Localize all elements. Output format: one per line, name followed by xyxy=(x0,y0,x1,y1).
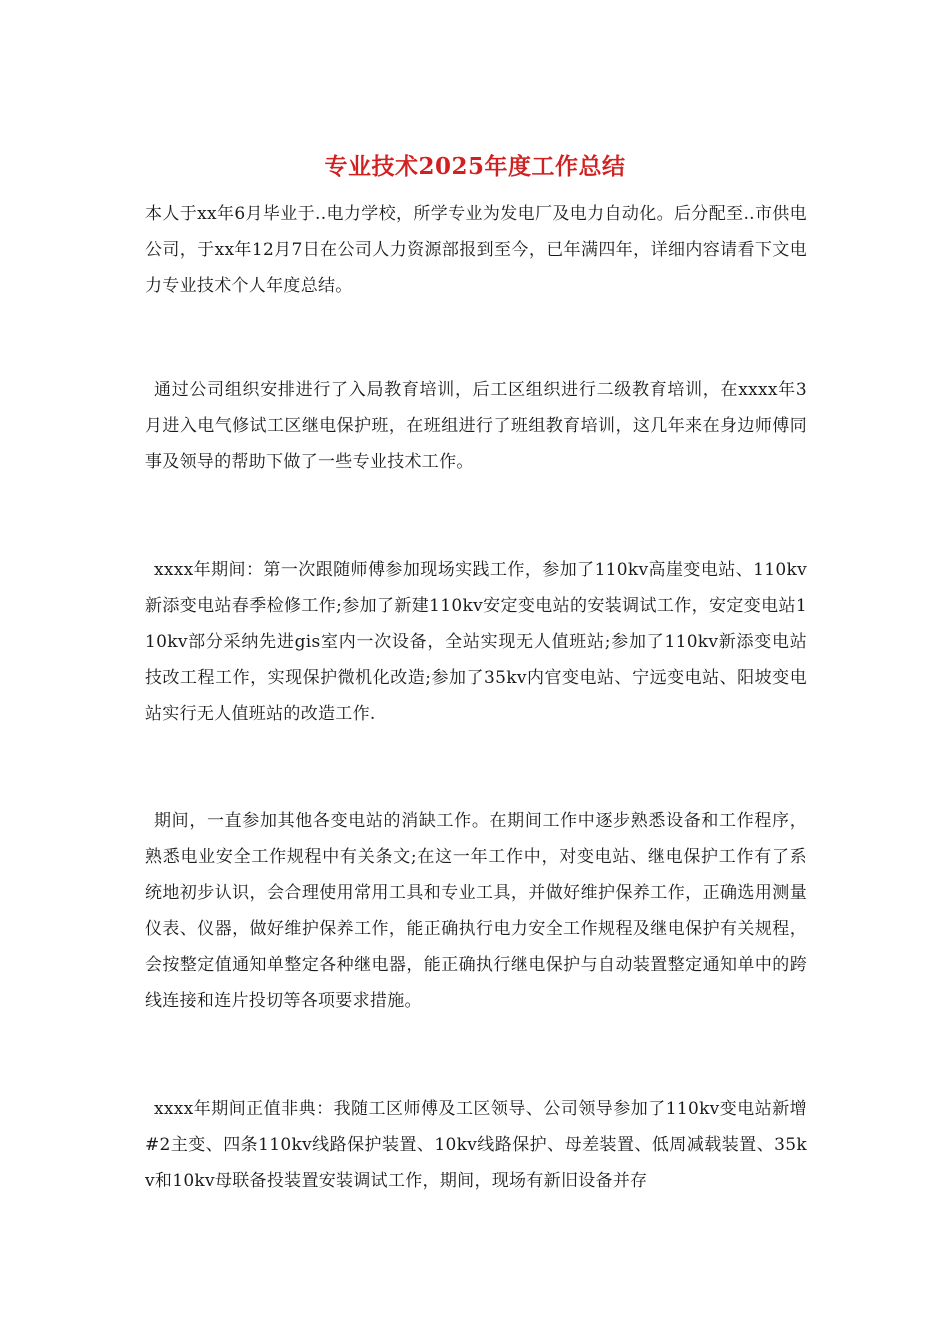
paragraph-first-year: xxxx年期间：第一次跟随师傅参加现场实践工作，参加了110kv高崖变电站、110kv新添变电站春季检修工作;参加了新建110kv安定变电站的安装调试工作，安定变电站110kv部分采纳先进gis室内一次设备，全站实现无人值班站;参加了110kv新添变电站技改工程工作，实现保护微机化改造;参加了35kv内官变电站、宁远变电站、阳坡变电站实行无人值班站的改造工作. xyxy=(145,560,807,724)
paragraph-training: 通过公司组织安排进行了入局教育培训，后工区组织进行二级教育培训，在xxxx年3月进入电气修试工区继电保护班，在班组进行了班组教育培训，这几年来在身边师傅同事及领导的帮助下做了一些专业技术工作。 xyxy=(145,380,807,472)
paragraph-intro: 本人于xx年6月毕业于..电力学校，所学专业为发电厂及电力自动化。后分配至..市供电公司，于xx年12月7日在公司人力资源部报到至今，已年满四年，详细内容请看下文电力专业技术个人年度总结。 xyxy=(145,204,807,296)
paragraph-maintenance: 期间，一直参加其他各变电站的消缺工作。在期间工作中逐步熟悉设备和工作程序，熟悉电业安全工作规程中有关条文;在这一年工作中，对变电站、继电保护工作有了系统地初步认识，会合理使用常用工具和专业工具，并做好维护保养工作，正确选用测量仪表、仪器，做好维护保养工作，能正确执行电力安全工作规程及继电保护有关规程，会按整定值通知单整定各种继电器，能正确执行继电保护与自动装置整定通知单中的跨线连接和连片投切等各项要求措施。 xyxy=(145,811,807,1011)
document-title: 专业技术2025年度工作总结 xyxy=(324,153,626,180)
paragraph-sars-period: xxxx年期间正值非典：我随工区师傅及工区领导、公司领导参加了110kv变电站新增#2主变、四条110kv线路保护装置、10kv线路保护、母差装置、低周减载装置、35kv和10kv母联备投装置安装调试工作，期间，现场有新旧设备并存 xyxy=(145,1099,807,1191)
